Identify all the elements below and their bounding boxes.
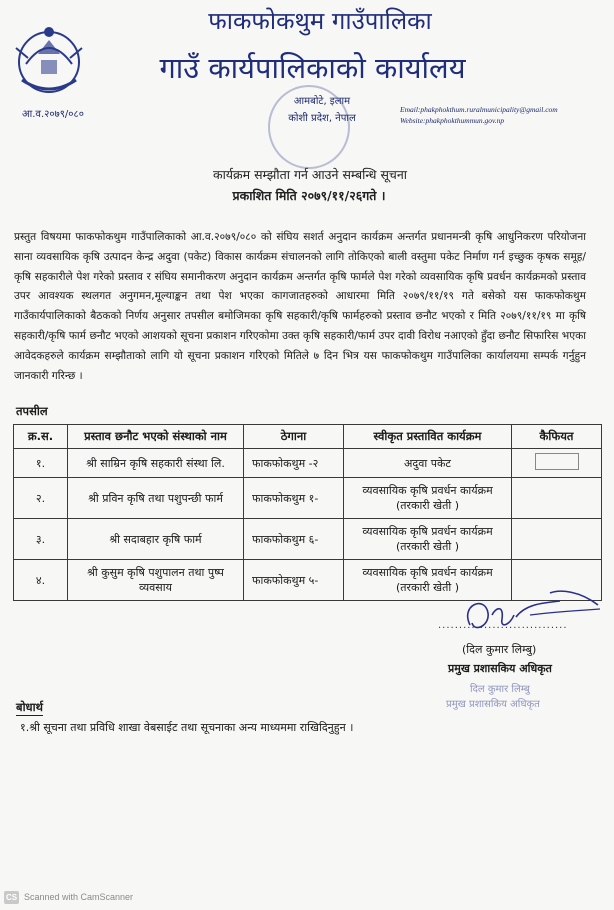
- cell-sn: ३.: [14, 519, 68, 560]
- cell-name: श्री कुसुम कृषि पशुपालन तथा पुष्प व्यवसाय: [68, 560, 244, 601]
- signature-scribble: [430, 585, 610, 645]
- cell-place: फाकफोकथुम -२: [244, 449, 344, 478]
- email-text: Email:phakphokthum.ruralmunicipality@gmail.com: [400, 105, 558, 114]
- remarks-box: [535, 453, 579, 470]
- cell-name: श्री प्रविन कृषि तथा पशुपन्छी फार्म: [68, 478, 244, 519]
- body-paragraph: प्रस्तुत विषयमा फाकफोकथुम गाउँपालिकाको आ.व.२०७९/०८० को संघिय सशर्त अनुदान कार्यक्रम अन्तर्गत प्रधानमन्त्री कृषि आधुनिकरण परियोजना साना व्यवसायिक कृषि उत्पादन केन्द्र अदुवा (पकेट) विकास कार्यक्रम संचालनको लागि तोकिएको बाली वस्तुमा पकेट निर्माण गर्न इच्छुक कृषक समूह/कृषि सहकारीले पेश गरेको प्रस्ताव र संघिय समानीकरण अनुदान कार्यक्रम अन्तर्गत कृषि फार्मले पेश गरेको व्यवसायिक कृषि प्रवर्धन कार्यक्रमको प्रस्ताव उपर आवश्यक स्थलगत अनुगमन,मूल्याङ्कन तथा पेश भएका कागजातहरुको आधारमा मिति २०७९/११/१९ गते बसेको यस फाकफोकथुम गाउँकार्यपालिकाको बैठकको निर्णय अनुसार तपसील बमोजिमका कृषि सहकारी/कृषि फार्महरुको प्रस्ताव छनौट भएको र मिति २०७९/११/१९ मा कृषि सहकारी/कृषि फार्म छनौट भएको आशयको सूचना प्रकाशन गरिएकोमा उक्त कृषि सहकारी/फार्म उपर दावी विरोध नआएको हुँदा छनौट सिफारिस भएका आवेदकहरुले कार्यक्रम सम्झौताको लागि यो सूचना प्रकाशन गरिएको मितिले ७ दिन भित्र यस फाकफोकथुम गाउँपालिका कार्यालयमा सम्पर्क गर्नुहुन जानकारी गरिन्छ ।: [14, 231, 586, 382]
- cell-sn: १.: [14, 449, 68, 478]
- notice-subject: कार्यक्रम सम्झौता गर्न आउने सम्बन्धि सूचना: [212, 167, 408, 182]
- scanner-watermark-text: Scanned with CamScanner: [24, 892, 134, 902]
- tapsil-label: तपसील: [16, 404, 48, 418]
- fiscal-year: आ.व.२०७९/०८०: [22, 109, 84, 120]
- cell-name: श्री सदाबहार कृषि फार्म: [68, 519, 244, 560]
- nepal-emblem-icon: [8, 18, 90, 100]
- cell-name: श्री साम्रिन कृषि सहकारी संस्था लि.: [68, 449, 244, 478]
- camscanner-logo-icon: CS: [5, 893, 18, 902]
- scanner-footer: [0, 888, 200, 908]
- cell-remarks: [512, 449, 602, 478]
- cell-remarks: [512, 519, 602, 560]
- cell-program: व्यवसायिक कृषि प्रवर्धन कार्यक्रम (तरकारी खेती ): [344, 478, 512, 519]
- header-sn: क्र.स.: [14, 425, 68, 449]
- header-program: स्वीकृत प्रस्तावित कार्यक्रम: [344, 425, 512, 449]
- notice-body: [14, 228, 586, 386]
- cell-place: फाकफोकथुम ५-: [244, 560, 344, 601]
- table-row: [14, 519, 602, 560]
- bodhartha-label: बोधार्थ: [16, 700, 43, 714]
- office-name: गाउँ कार्यपालिकाको कार्यालय: [159, 51, 466, 85]
- table-row: [14, 449, 602, 478]
- cell-program: व्यवसायिक कृषि प्रवर्धन कार्यक्रम (तरकारी खेती ): [344, 519, 512, 560]
- header-place: ठेगाना: [244, 425, 344, 449]
- signature-line: ...............................: [438, 620, 568, 631]
- municipality-name: फाकफोकथुम गाउँपालिका: [208, 7, 432, 35]
- stamp-name: दिल कुमार लिम्बु: [470, 684, 530, 695]
- cell-place: फाकफोकथुम १-: [244, 478, 344, 519]
- stamp-title: प्रमुख प्रशासकिय अधिकृत: [446, 699, 540, 710]
- address-line1: आमबोटे, इलाम: [293, 96, 351, 107]
- cell-sn: ४.: [14, 560, 68, 601]
- cell-sn: २.: [14, 478, 68, 519]
- contact-info: [400, 104, 558, 126]
- signatory-name: (दिल कुमार लिम्बु): [462, 643, 537, 656]
- selection-table: [13, 424, 602, 601]
- address-line2: कोशी प्रदेश, नेपाल: [288, 113, 356, 124]
- cell-place: फाकफोकथुम ६-: [244, 519, 344, 560]
- cell-remarks: [512, 478, 602, 519]
- cell-program: अदुवा पकेट: [344, 449, 512, 478]
- cell-program: व्यवसायिक कृषि प्रवर्धन कार्यक्रम (तरकारी खेती ): [344, 560, 512, 601]
- bodhartha-item: १.श्री सूचना तथा प्रविधि शाखा वेबसाईट तथा सूचनाका अन्य माध्यममा राखिदिनुहुन ।: [20, 721, 354, 734]
- table-header-row: [14, 425, 602, 449]
- website-text: Website:phakphokthummun.gov.np: [400, 116, 505, 125]
- table-row: [14, 478, 602, 519]
- publish-date: प्रकाशित मिति २०७९/११/२६गते ।: [232, 188, 386, 203]
- header-remarks: कैफियत: [512, 425, 602, 449]
- header-name: प्रस्ताव छनौट भएको संस्थाको नाम: [68, 425, 244, 449]
- signatory-title: प्रमुख प्रशासकिय अधिकृत: [448, 662, 552, 675]
